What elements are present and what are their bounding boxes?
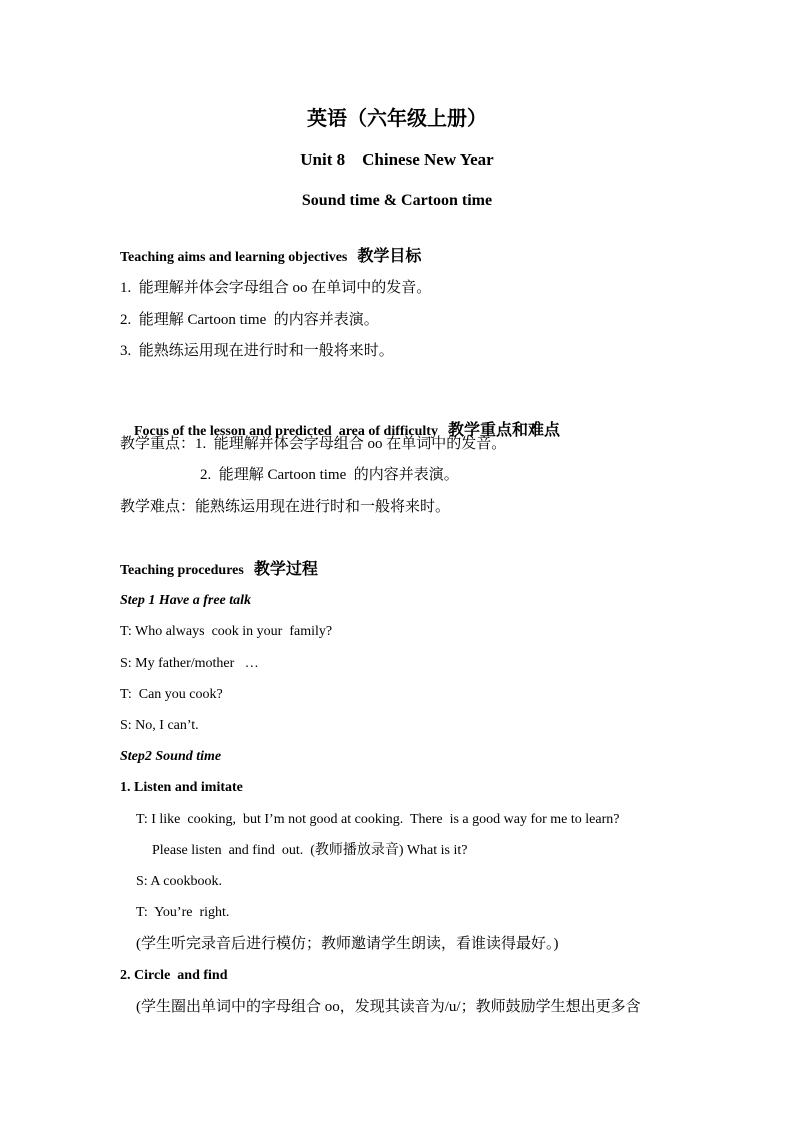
step2-sub1-line-5: (学生听完录音后进行模仿；教师邀请学生朗读，看谁读得最好。) [136, 936, 559, 952]
unit-title: Unit 8 Chinese New Year [300, 150, 494, 169]
aims-heading-en: Teaching aims and learning objectives [120, 250, 348, 265]
step2-sub1-title: 1. Listen and imitate [120, 780, 243, 795]
step2-sub1-line-3: S: A cookbook. [136, 874, 222, 889]
focus-difficult-point: 教学难点：能熟练运用现在进行时和一般将来时。 [120, 499, 451, 515]
step2-sub2-title: 2. Circle and find [120, 968, 228, 983]
step2-sub1-line-1: T: I like cooking, but I’m not good at cooking. There is a good way for me to learn? [136, 812, 620, 827]
aims-heading-cn: 教学目标 [357, 248, 422, 265]
step1-line-1: T: Who always cook in your family? [120, 624, 333, 639]
focus-key-point-1: 教学重点：1. 能理解并体会字母组合 oo 在单词中的发音。 [120, 436, 507, 452]
procedures-heading-cn: 教学过程 [253, 561, 318, 578]
step2-sub2-line-1: (学生圈出单词中的字母组合 oo，发现其读音为/u/；教师鼓励学生想出更多含 [136, 999, 641, 1015]
step1-line-3: T: Can you cook? [120, 687, 223, 702]
aims-item-3: 3. 能熟练运用现在进行时和一般将来时。 [120, 343, 394, 359]
aims-item-1: 1. 能理解并体会字母组合 oo 在单词中的发音。 [120, 280, 432, 296]
procedures-heading [120, 561, 318, 580]
lesson-title: Sound time & Cartoon time [301, 192, 493, 209]
step2-sub1-line-2: Please listen and find out. (教师播放录音) What is it? [152, 843, 468, 858]
aims-item-2: 2. 能理解 Cartoon time 的内容并表演。 [120, 312, 379, 328]
focus-key-point-2: 2. 能理解 Cartoon time 的内容并表演。 [200, 467, 459, 483]
procedures-heading-en: Teaching procedures [120, 563, 244, 578]
focus-heading-cn: 教学重点和难点 [447, 422, 560, 439]
step1-line-4: S: No, I can’t. [120, 718, 199, 733]
aims-heading [120, 248, 421, 267]
step1-title: Step 1 Have a free talk [120, 593, 252, 608]
focus-heading-en: Focus of the lesson and predicted area of difficulty [134, 424, 438, 439]
step2-sub1-line-4: T: You’re right. [136, 905, 230, 920]
step1-line-2: S: My father/mother … [120, 656, 259, 671]
document-title: 英语（六年级上册） [307, 108, 487, 130]
step2-title: Step2 Sound time [120, 749, 222, 764]
